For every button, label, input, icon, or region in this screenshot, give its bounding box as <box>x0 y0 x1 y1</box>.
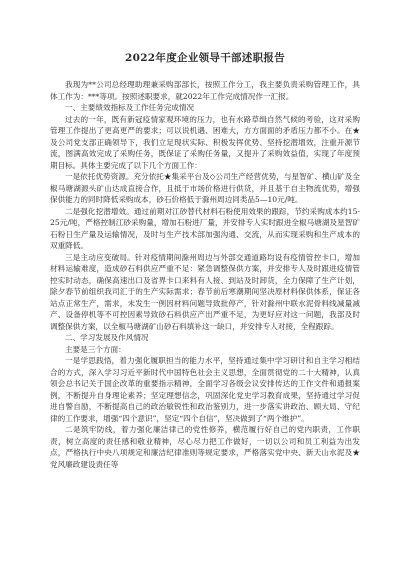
section-heading: 一、主要绩效指标及工作任务完成情况 <box>65 103 195 112</box>
paragraph: 二是筑牢防线，着力强化廉洁律己的党性修养，横范履行好自己的党内职责，工作职责，树立高度的责任感和敬业精神，尽心尽力把工作做好，一切以公司和员工利益为出发点，严格执行中央八项规定和廉洁纪律准则等规定要求，严格落实党中央、新天山水泥及★党风廉政建设责任等 <box>50 425 360 469</box>
paragraph: 二是强化挖潜增效。通过前期对江砂替代材料石粉使用效果的跟踪，节约采购成本约15-25元/吨，严格控制江砂采购量，增加石粉进厂量，并安排专人实时跟进全椒马塘湖及星智矿石粉日生产量及运输情况，及时与生产技术部加强沟通、交流，从而实现采购和生产成本的双重降低。 <box>50 206 360 250</box>
paragraph: 我现为**公司总经理助理兼采购部部长，按照工作分工，我主要负责采购管理工作，具体工作为：***等项。按照述职要求，就2022年工作完成情况作一汇报。 <box>50 80 360 101</box>
paragraph: 一是学思践悟，着力强化履职担当的能力水平，坚持通过集中学习研讨和自主学习相结合的方式，深入学习习近平新时代中国特色社会主义思想，全面贯彻党的二十大精神，认真领会总书记关于国企改革的重要指示精神，全面学习各级会议安排传达的工作文件和通报案例，不断提升自身理论素养；坚定理想信念，巩固深化党史学习教育成果，坚持通过学习促进自警自励，不断提高自己的政治敏锐性和政治鉴别力，进一步落实讲政治、顾大局、守纪律的工作要求，增强“四个意识”，坚定“四个自信”，坚决做到了“两个维护”。 <box>50 356 360 423</box>
paragraph: 过去的一年，既有新冠疫情家观环境的压力，也有水路草缉自然气候的考验，这对采购管理工作提出了更高更严的要求；可以说机遇、困难大，方方面面的矛盾压力都不小。在★及公司党支部正确领导下，我们立足现状实际、积极发挥优势、坚持挖潜增效，注重开源节流，图满高效完成了采购任务，既保证了采购任务量，又提升了采购效益值，实现了年度预期目标。具体主要完成了以下几个方面工作： <box>50 114 360 170</box>
paragraph: 主要是三个方面： <box>65 344 126 354</box>
paragraph: 一是依托优势资源。充分依托★集采平台及◇公司生产经营优势，与星智矿、横山矿及全椒马塘湖源头矿山达成直接合作，且抵于市场价格进行供货，并且基于自主物流优势，增强保供能力的同时降低采购成本，砂石价格低于滁州周边同类品5—10元/吨。 <box>50 172 360 204</box>
paragraph: 三是主动应变破局。针对疫情期间滁州周边与外部交通道路均设有疫情管控卡口，增加材料运输难度，造成砂石料供应严重不足：紧急调整保供方案，并安排专人及时跟进疫情管控实时动态，确保高速出口及省界卡口来料有人接、到站及时卸货，全力保障了生产计划，除夕春节前组织我司汇于的生产实际需求；春节前后寒潮期间坚决原材料保供体系，保证各站点正常生产，需求，未发生一例因材料问题导致批停产，针对滁州中联水泥骨料线减量减产、设备停机等不可控因素导致砂石料供应产出严重不足，为更好应对这一问题，我部及时调整保供方案，以全椒马塘湖矿山砂石料填补这一缺口，并安排专人对接，全程跟踪。 <box>50 252 360 331</box>
document-title: 2022年度企业领导干部述职报告 <box>124 52 286 64</box>
document-body <box>50 79 360 470</box>
section-heading: 二、学习发展及作风情况 <box>65 333 149 342</box>
